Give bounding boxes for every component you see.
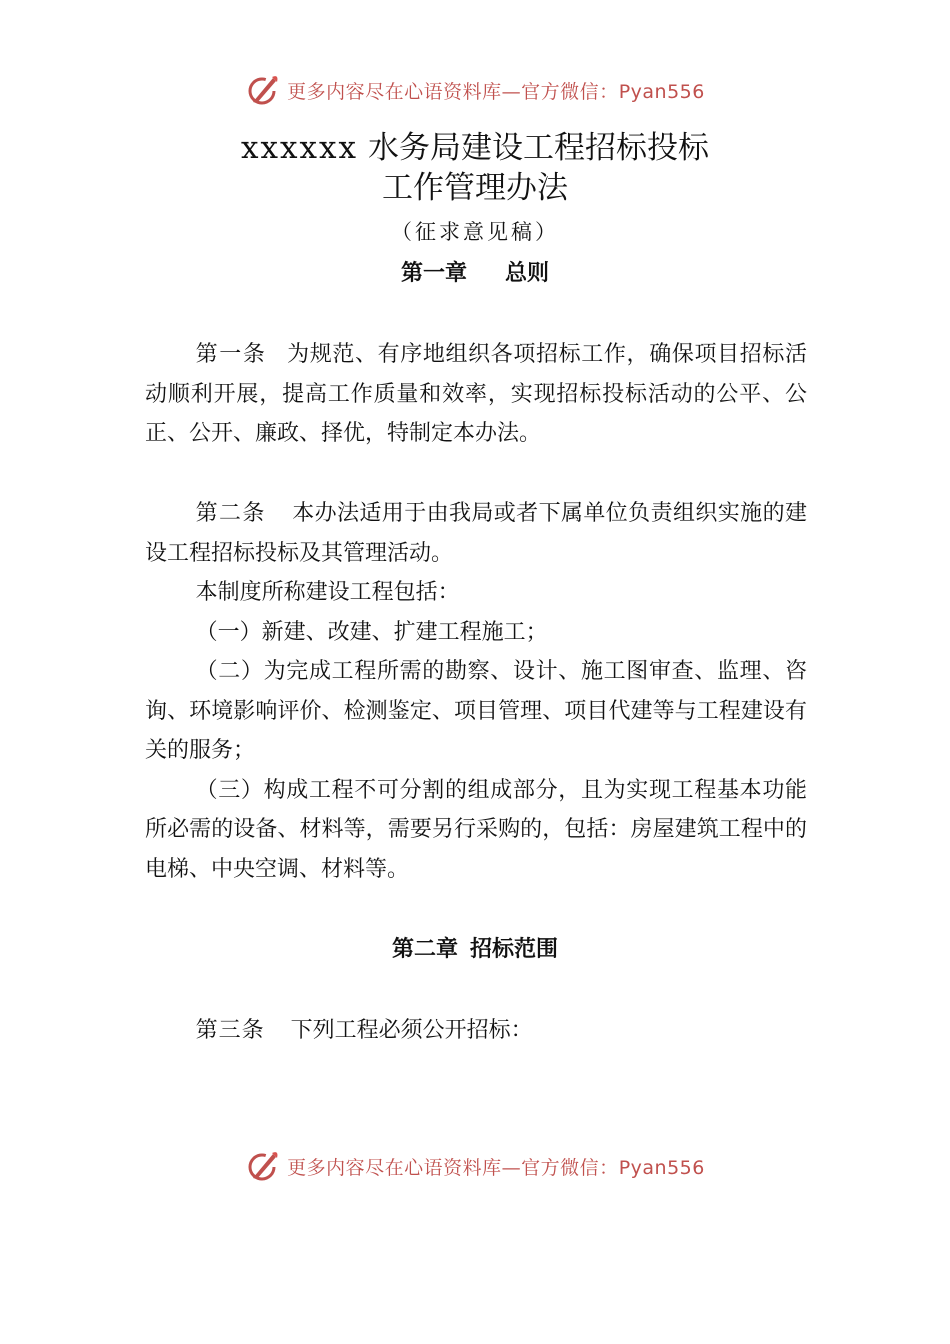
watermark-banner-inner [245, 1148, 705, 1184]
chapter-2-name: 招标范围 [470, 937, 559, 962]
article-2-item-1: （一）新建、改建、扩建工程施工； [195, 619, 548, 645]
watermark-text [287, 1153, 705, 1180]
watermark-wechat-id: Pyan556 [618, 1156, 705, 1179]
article-3-paragraph [145, 1011, 807, 1051]
article-2-item-2: （二）为完成工程所需的勘察、设计、施工图审查、监理、咨询、环境影响评价、检测鉴定、项目管理、项目代建等与工程建设有关的服务； [145, 659, 807, 763]
watermark-text [287, 77, 705, 104]
watermark-banner-inner [245, 72, 705, 108]
article-1 [145, 335, 807, 454]
article-2-item-3: （三）构成工程不可分割的组成部分，且为实现工程基本功能所必需的设备、材料等，需要另行采购的，包括：房屋建筑工程中的电梯、中央空调、材料等。 [145, 777, 807, 882]
chapter-1-name: 总则 [505, 261, 550, 286]
chapter-2-number: 第二章 [391, 937, 458, 962]
watermark-dash: — [501, 1156, 522, 1179]
watermark-wechat-label: 官方微信： [521, 1156, 619, 1179]
watermark-banner-top [0, 72, 950, 108]
quill-pen-logo-icon [245, 72, 281, 108]
document-title-line1 [0, 128, 950, 168]
article-1-paragraph [145, 335, 807, 454]
chapter-2-heading [0, 934, 950, 966]
watermark-banner-bottom [0, 1148, 950, 1184]
article-3-text: 下列工程必须公开招标： [290, 1018, 533, 1043]
watermark-wechat-label: 官方微信： [521, 80, 619, 103]
article-2 [145, 494, 807, 889]
chapter-1-number: 第一章 [400, 261, 467, 286]
article-2-text: 本办法适用于由我局或者下属单位负责组织实施的建设工程招标投标及其管理活动。 [145, 501, 807, 566]
article-2-head: 第二条 [195, 501, 266, 526]
document-title-line2: 工作管理办法 [382, 170, 568, 206]
watermark-dash: — [501, 80, 522, 103]
article-1-text: 为规范、有序地组织各项招标工作，确保项目招标活动顺利开展，提高工作质量和效率，实现招标投标活动的公平、公正、公开、廉政、择优，特制定本办法。 [145, 342, 807, 446]
article-1-head: 第一条 [195, 342, 267, 367]
quill-pen-logo-icon [245, 1148, 281, 1184]
watermark-slogan: 更多内容尽在心语资料库 [287, 1156, 502, 1179]
chapter-1-heading [0, 258, 950, 290]
title-main: 水务局建设工程招标投标 [367, 130, 709, 166]
article-3-head: 第三条 [195, 1018, 265, 1043]
title-code: xxxxxx [241, 130, 358, 166]
watermark-slogan: 更多内容尽在心语资料库 [287, 80, 502, 103]
document-subtitle: （征求意见稿） [391, 220, 559, 244]
article-2-paragraph [145, 494, 807, 573]
article-2-scope-intro: 本制度所称建设工程包括： [195, 580, 460, 605]
article-3 [145, 1011, 807, 1051]
watermark-wechat-id: Pyan556 [618, 80, 705, 103]
